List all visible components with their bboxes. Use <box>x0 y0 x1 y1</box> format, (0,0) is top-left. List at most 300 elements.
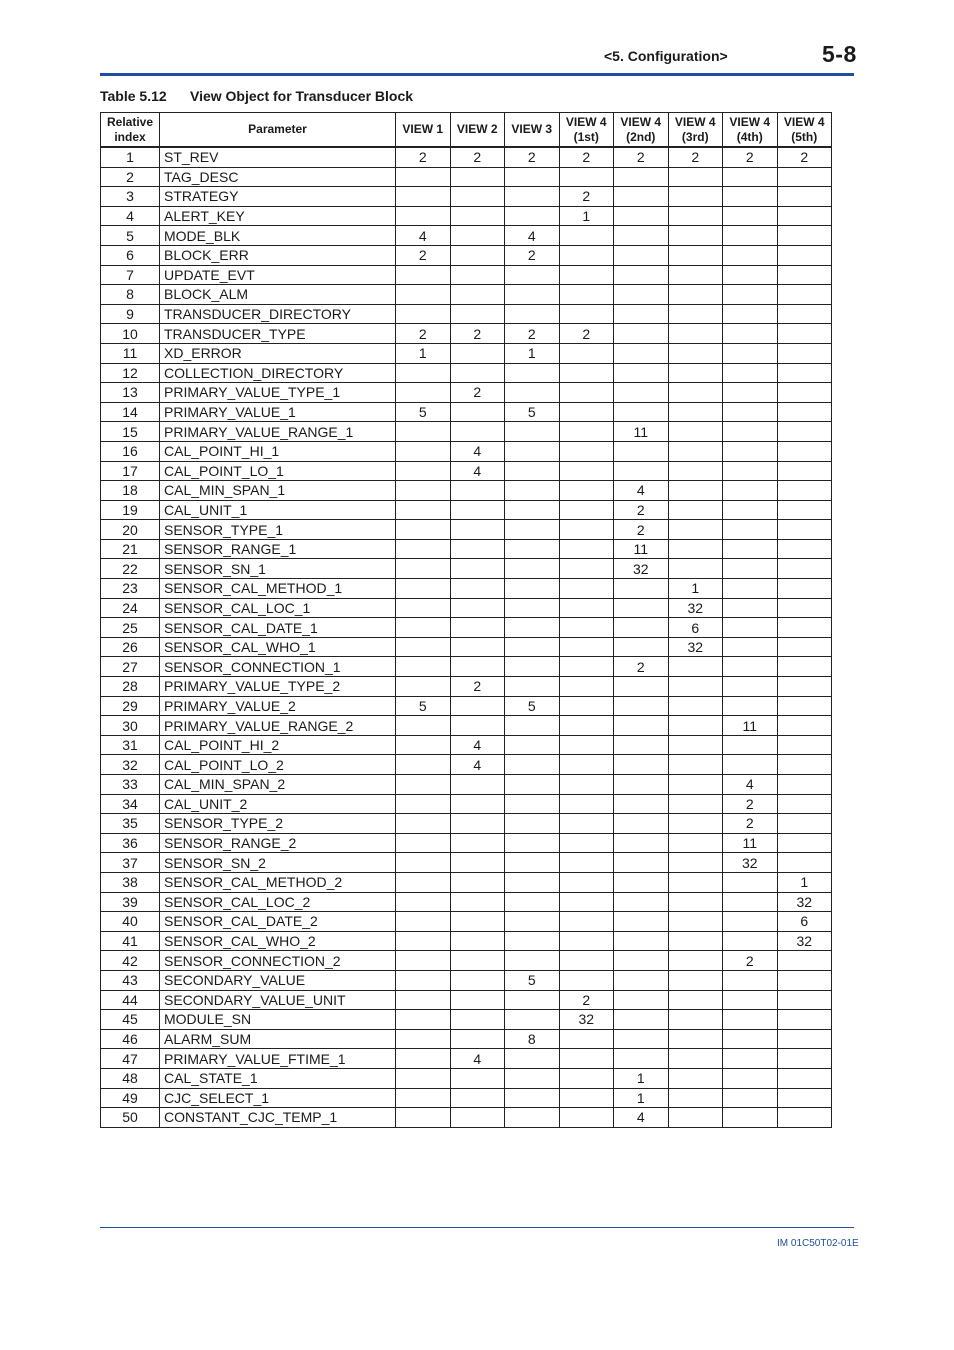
view-cell <box>450 853 505 873</box>
parameter-cell: TRANSDUCER_DIRECTORY <box>160 304 396 324</box>
view-cell <box>505 539 560 559</box>
view-cell <box>505 716 560 736</box>
index-cell: 19 <box>101 500 160 520</box>
view-cell <box>668 187 723 207</box>
view-cell: 11 <box>614 539 669 559</box>
view-cell <box>450 363 505 383</box>
column-header-line: (2nd) <box>626 129 656 144</box>
table-row <box>101 461 832 481</box>
parameter-cell: CAL_POINT_LO_1 <box>160 461 396 481</box>
view-cell <box>668 1010 723 1030</box>
view-cell <box>614 990 669 1010</box>
view-cell <box>505 1068 560 1088</box>
parameter-cell: BLOCK_ERR <box>160 245 396 265</box>
view-cell <box>668 990 723 1010</box>
view-cell <box>614 872 669 892</box>
view-cell <box>450 970 505 990</box>
table-row <box>101 579 832 599</box>
column-header <box>559 113 614 148</box>
view-cell <box>777 853 832 873</box>
parameter-cell: SENSOR_CAL_METHOD_2 <box>160 872 396 892</box>
view-cell <box>505 187 560 207</box>
view-cell <box>505 1049 560 1069</box>
view-cell <box>777 461 832 481</box>
view-cell <box>777 363 832 383</box>
column-header-line: (3rd) <box>681 129 709 144</box>
column-header-line: VIEW 1 <box>402 122 444 136</box>
view-cell <box>450 187 505 207</box>
view-cell <box>777 970 832 990</box>
view-cell <box>614 363 669 383</box>
view-cell <box>614 892 669 912</box>
index-cell: 6 <box>101 245 160 265</box>
view-cell <box>505 872 560 892</box>
view-cell <box>559 304 614 324</box>
view-cell <box>450 1068 505 1088</box>
parameter-cell: SENSOR_TYPE_1 <box>160 520 396 540</box>
view-cell <box>777 657 832 677</box>
column-header-line: Relative <box>106 114 154 129</box>
view-cell <box>559 500 614 520</box>
table-row <box>101 1068 832 1088</box>
view-cell <box>396 775 451 795</box>
view-cell <box>505 657 560 677</box>
view-cell <box>614 931 669 951</box>
view-cell <box>668 167 723 187</box>
column-header <box>668 113 723 148</box>
view-cell <box>723 912 778 932</box>
table-row <box>101 304 832 324</box>
parameter-cell: TAG_DESC <box>160 167 396 187</box>
view-cell <box>396 951 451 971</box>
index-cell: 1 <box>101 147 160 167</box>
view-cell <box>723 226 778 246</box>
view-cell <box>559 539 614 559</box>
view-cell <box>614 441 669 461</box>
view-cell <box>559 716 614 736</box>
view-cell <box>777 422 832 442</box>
view-cell <box>505 618 560 638</box>
view-cell <box>614 1049 669 1069</box>
view-cell <box>505 853 560 873</box>
parameter-cell: CAL_POINT_LO_2 <box>160 755 396 775</box>
view-cell <box>505 912 560 932</box>
column-header <box>160 113 396 148</box>
view-cell <box>668 951 723 971</box>
parameter-cell: SENSOR_RANGE_2 <box>160 833 396 853</box>
view-cell: 32 <box>668 637 723 657</box>
view-cell: 4 <box>505 226 560 246</box>
column-header-line: VIEW 4 <box>783 114 825 129</box>
view-cell <box>723 1068 778 1088</box>
view-cell <box>559 735 614 755</box>
view-cell <box>614 1029 669 1049</box>
view-cell <box>723 618 778 638</box>
index-cell: 30 <box>101 716 160 736</box>
view-cell <box>559 637 614 657</box>
view-cell <box>668 716 723 736</box>
view-cell <box>559 814 614 834</box>
view-cell: 4 <box>723 775 778 795</box>
table-row <box>101 441 832 461</box>
table-caption <box>100 88 413 104</box>
view-cell: 32 <box>723 853 778 873</box>
view-cell <box>668 383 723 403</box>
view-cell <box>505 775 560 795</box>
view-cell <box>505 990 560 1010</box>
view-cell: 2 <box>668 147 723 167</box>
view-cell <box>559 892 614 912</box>
view-cell: 6 <box>777 912 832 932</box>
view-cell <box>396 814 451 834</box>
view-cell <box>668 402 723 422</box>
view-cell <box>614 598 669 618</box>
table-row <box>101 755 832 775</box>
view-cell <box>396 1108 451 1128</box>
table-row <box>101 990 832 1010</box>
view-cell <box>668 265 723 285</box>
view-cell: 11 <box>723 716 778 736</box>
view-cell <box>723 598 778 618</box>
parameter-cell: PRIMARY_VALUE_TYPE_2 <box>160 677 396 697</box>
column-header-line: VIEW 2 <box>456 122 498 136</box>
view-cell <box>614 226 669 246</box>
index-cell: 17 <box>101 461 160 481</box>
index-cell: 22 <box>101 559 160 579</box>
view-cell <box>777 637 832 657</box>
view-cell <box>723 363 778 383</box>
view-cell <box>777 618 832 638</box>
view-cell <box>559 1029 614 1049</box>
table-row <box>101 422 832 442</box>
view-cell <box>450 872 505 892</box>
table-row <box>101 226 832 246</box>
view-cell <box>505 167 560 187</box>
table-row <box>101 402 832 422</box>
table-row <box>101 872 832 892</box>
view-cell <box>396 383 451 403</box>
view-cell <box>450 1010 505 1030</box>
parameter-cell: XD_ERROR <box>160 343 396 363</box>
index-cell: 10 <box>101 324 160 344</box>
view-cell <box>450 539 505 559</box>
column-header-line: VIEW 4 <box>620 114 662 129</box>
view-cell <box>614 461 669 481</box>
view-cell <box>396 872 451 892</box>
view-cell <box>668 677 723 697</box>
column-header-line: (4th) <box>736 129 763 144</box>
parameter-cell: COLLECTION_DIRECTORY <box>160 363 396 383</box>
index-cell: 40 <box>101 912 160 932</box>
table-row <box>101 285 832 305</box>
view-cell <box>777 1068 832 1088</box>
column-header-line: (1st) <box>573 129 599 144</box>
table-row <box>101 245 832 265</box>
view-cell <box>396 1029 451 1049</box>
view-cell <box>559 226 614 246</box>
view-cell <box>777 755 832 775</box>
view-cell: 4 <box>450 441 505 461</box>
view-cell <box>396 559 451 579</box>
view-cell <box>396 892 451 912</box>
view-cell <box>559 657 614 677</box>
table-row <box>101 147 832 167</box>
view-cell <box>450 1029 505 1049</box>
view-cell <box>668 226 723 246</box>
footer-rule <box>100 1227 854 1228</box>
view-cell <box>614 853 669 873</box>
parameter-cell: SECONDARY_VALUE <box>160 970 396 990</box>
view-cell <box>505 1088 560 1108</box>
parameter-cell: BLOCK_ALM <box>160 285 396 305</box>
view-cell <box>559 970 614 990</box>
view-cell <box>723 206 778 226</box>
view-cell <box>450 265 505 285</box>
view-cell <box>559 696 614 716</box>
table-row <box>101 637 832 657</box>
view-cell <box>450 520 505 540</box>
view-cell <box>614 637 669 657</box>
view-cell <box>723 539 778 559</box>
view-cell <box>505 500 560 520</box>
parameter-cell: MODULE_SN <box>160 1010 396 1030</box>
view-cell <box>559 1068 614 1088</box>
view-cell <box>505 559 560 579</box>
parameter-cell: PRIMARY_VALUE_TYPE_1 <box>160 383 396 403</box>
view-cell <box>505 383 560 403</box>
header-row <box>101 113 832 148</box>
view-cell <box>777 1049 832 1069</box>
view-cell: 2 <box>614 500 669 520</box>
view-cell <box>614 618 669 638</box>
view-cell <box>614 579 669 599</box>
view-cell: 4 <box>450 1049 505 1069</box>
view-cell <box>396 794 451 814</box>
view-cell <box>614 167 669 187</box>
view-cell <box>396 1010 451 1030</box>
view-cell <box>777 304 832 324</box>
table-row <box>101 520 832 540</box>
table-row <box>101 833 832 853</box>
view-cell <box>777 245 832 265</box>
parameter-cell: SENSOR_SN_2 <box>160 853 396 873</box>
index-cell: 3 <box>101 187 160 207</box>
view-cell <box>559 461 614 481</box>
view-cell <box>614 677 669 697</box>
view-cell <box>723 579 778 599</box>
view-cell <box>396 853 451 873</box>
view-cell: 5 <box>396 402 451 422</box>
index-cell: 24 <box>101 598 160 618</box>
parameter-cell: PRIMARY_VALUE_RANGE_2 <box>160 716 396 736</box>
view-cell <box>777 814 832 834</box>
table-row <box>101 892 832 912</box>
view-cell <box>723 735 778 755</box>
view-cell: 32 <box>668 598 723 618</box>
parameter-cell: SENSOR_RANGE_1 <box>160 539 396 559</box>
view-cell <box>396 1068 451 1088</box>
view-cell <box>723 187 778 207</box>
view-cell <box>559 677 614 697</box>
view-cell <box>396 363 451 383</box>
parameter-cell: SENSOR_CONNECTION_2 <box>160 951 396 971</box>
view-cell <box>777 794 832 814</box>
view-cell <box>723 167 778 187</box>
parameter-cell: TRANSDUCER_TYPE <box>160 324 396 344</box>
view-cell <box>450 618 505 638</box>
parameter-cell: SENSOR_SN_1 <box>160 559 396 579</box>
parameter-cell: SECONDARY_VALUE_UNIT <box>160 990 396 1010</box>
view-cell <box>668 1088 723 1108</box>
view-cell <box>723 1029 778 1049</box>
view-cell <box>668 245 723 265</box>
view-cell <box>505 285 560 305</box>
column-header-line: (5th) <box>791 129 818 144</box>
view-cell <box>505 794 560 814</box>
index-cell: 35 <box>101 814 160 834</box>
column-header-line: VIEW 4 <box>565 114 607 129</box>
view-cell <box>668 1029 723 1049</box>
table-row <box>101 383 832 403</box>
view-cell <box>723 461 778 481</box>
table-row <box>101 206 832 226</box>
table-row <box>101 167 832 187</box>
view-cell <box>396 441 451 461</box>
view-cell: 2 <box>777 147 832 167</box>
column-header <box>777 113 832 148</box>
index-cell: 15 <box>101 422 160 442</box>
view-cell: 4 <box>450 735 505 755</box>
document-id: IM 01C50T02-01E <box>777 1238 859 1249</box>
view-cell <box>505 441 560 461</box>
view-cell <box>668 461 723 481</box>
view-cell <box>505 481 560 501</box>
index-cell: 7 <box>101 265 160 285</box>
view-cell <box>723 1010 778 1030</box>
view-cell <box>777 735 832 755</box>
index-cell: 44 <box>101 990 160 1010</box>
view-cell <box>559 481 614 501</box>
parameter-cell: STRATEGY <box>160 187 396 207</box>
view-cell <box>614 775 669 795</box>
view-cell: 2 <box>396 245 451 265</box>
view-cell <box>777 402 832 422</box>
table-row <box>101 775 832 795</box>
view-cell: 2 <box>450 147 505 167</box>
view-cell: 2 <box>723 951 778 971</box>
view-cell: 1 <box>777 872 832 892</box>
view-cell <box>559 285 614 305</box>
view-cell <box>668 1068 723 1088</box>
index-cell: 42 <box>101 951 160 971</box>
column-header-line: VIEW 3 <box>511 122 553 136</box>
view-cell <box>450 500 505 520</box>
view-cell <box>614 833 669 853</box>
view-cell <box>668 735 723 755</box>
index-cell: 21 <box>101 539 160 559</box>
view-cell <box>396 187 451 207</box>
index-cell: 39 <box>101 892 160 912</box>
view-cell: 2 <box>559 147 614 167</box>
view-cell <box>450 598 505 618</box>
view-cell <box>777 559 832 579</box>
view-cell <box>450 579 505 599</box>
table-row <box>101 677 832 697</box>
view-cell: 2 <box>559 324 614 344</box>
view-cell <box>614 912 669 932</box>
column-header <box>614 113 669 148</box>
view-cell <box>396 1088 451 1108</box>
view-object-table <box>100 112 832 1128</box>
view-cell <box>505 461 560 481</box>
index-cell: 8 <box>101 285 160 305</box>
view-cell <box>559 794 614 814</box>
view-cell <box>777 990 832 1010</box>
parameter-cell: SENSOR_TYPE_2 <box>160 814 396 834</box>
table-row <box>101 1029 832 1049</box>
view-cell: 32 <box>614 559 669 579</box>
view-cell <box>505 363 560 383</box>
view-cell <box>559 853 614 873</box>
view-cell <box>505 422 560 442</box>
view-cell <box>723 481 778 501</box>
view-cell <box>668 500 723 520</box>
view-cell <box>396 990 451 1010</box>
table-row <box>101 500 832 520</box>
view-cell: 2 <box>450 677 505 697</box>
index-cell: 33 <box>101 775 160 795</box>
view-cell: 2 <box>723 147 778 167</box>
parameter-cell: PRIMARY_VALUE_RANGE_1 <box>160 422 396 442</box>
view-cell: 2 <box>614 520 669 540</box>
view-cell <box>450 1108 505 1128</box>
table-row <box>101 1108 832 1128</box>
view-cell <box>396 206 451 226</box>
table-title: View Object for Transducer Block <box>190 88 414 104</box>
index-cell: 34 <box>101 794 160 814</box>
parameter-cell: CAL_STATE_1 <box>160 1068 396 1088</box>
view-cell <box>668 814 723 834</box>
view-cell <box>450 657 505 677</box>
view-cell: 4 <box>396 226 451 246</box>
view-cell <box>723 892 778 912</box>
index-cell: 23 <box>101 579 160 599</box>
view-cell <box>777 226 832 246</box>
view-cell <box>450 167 505 187</box>
view-cell <box>559 520 614 540</box>
view-cell <box>614 696 669 716</box>
parameter-cell: ALARM_SUM <box>160 1029 396 1049</box>
view-cell <box>723 245 778 265</box>
index-cell: 16 <box>101 441 160 461</box>
view-cell <box>396 755 451 775</box>
view-cell <box>450 931 505 951</box>
view-cell <box>723 931 778 951</box>
view-cell: 2 <box>614 147 669 167</box>
view-cell <box>559 775 614 795</box>
view-cell <box>723 383 778 403</box>
column-header <box>723 113 778 148</box>
view-cell <box>723 677 778 697</box>
view-cell <box>723 343 778 363</box>
index-cell: 50 <box>101 1108 160 1128</box>
view-cell: 2 <box>450 383 505 403</box>
view-cell <box>505 677 560 697</box>
view-cell <box>723 402 778 422</box>
view-cell <box>668 912 723 932</box>
view-cell <box>559 755 614 775</box>
view-cell <box>777 598 832 618</box>
